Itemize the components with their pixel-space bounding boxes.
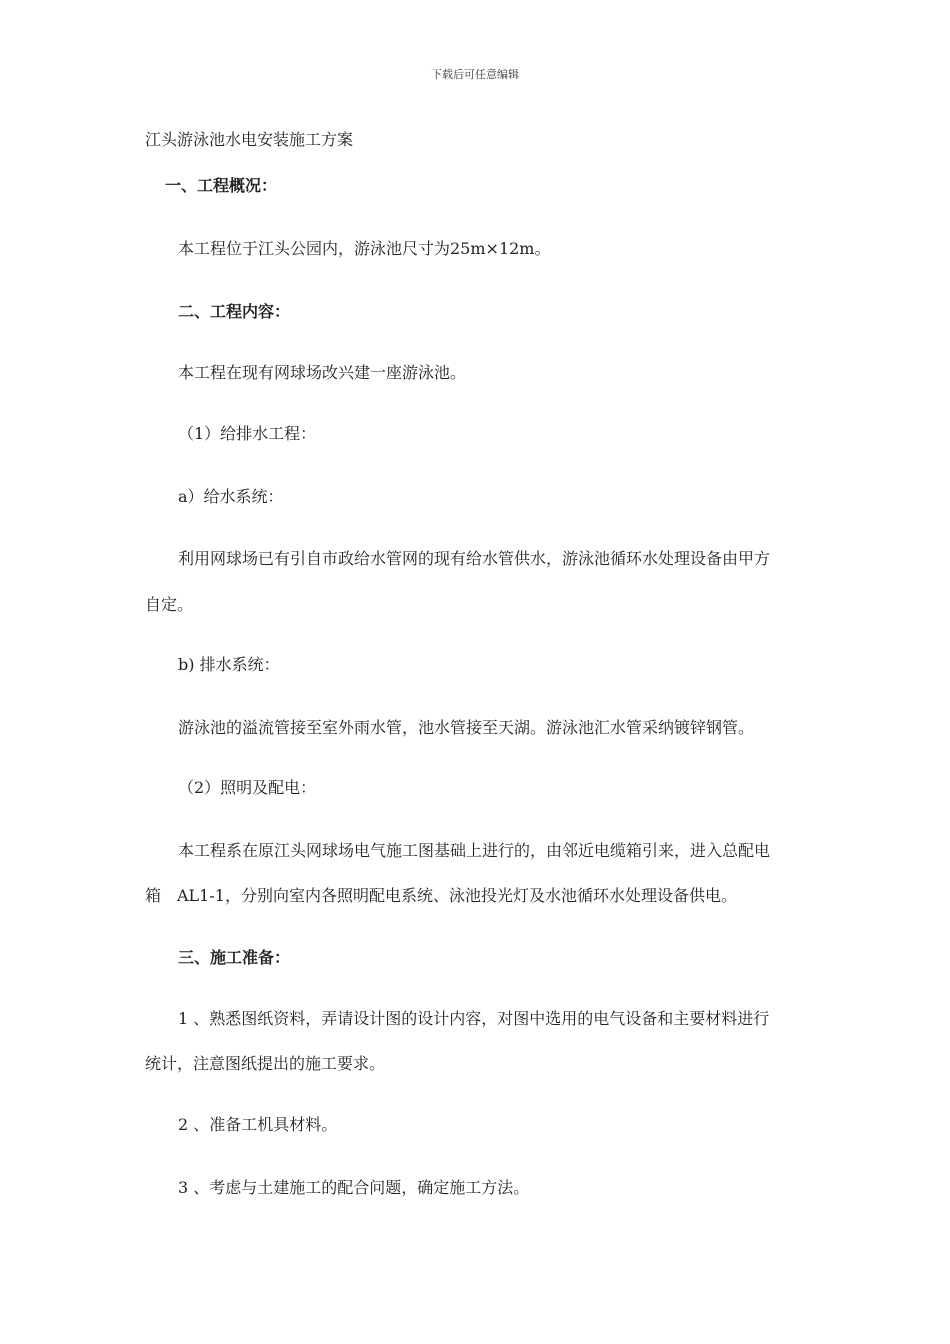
section-heading-preparation: 三、施工准备： xyxy=(178,948,291,967)
subsection-water-supply-drainage: （1）给排水工程： xyxy=(178,424,317,443)
item-drainage: b) 排水系统： xyxy=(178,655,280,674)
prep-item2: 2 、准备工机具材料。 xyxy=(178,1115,338,1134)
header-note: 下载后可任意编辑 xyxy=(431,68,519,81)
water-supply-text-line2: 自定。 xyxy=(145,595,194,614)
content-text: 本工程在现有网球场改兴建一座游泳池。 xyxy=(178,363,467,382)
prep-item3: 3 、考虑与土建施工的配合问题，确定施工方法。 xyxy=(178,1178,530,1197)
water-supply-text-line1: 利用网球场已有引自市政给水管网的现有给水管供水，游泳池循环水处理设备由甲方 xyxy=(178,549,771,568)
item-water-supply: a）给水系统： xyxy=(178,487,284,506)
subsection-lighting-power: （2）照明及配电： xyxy=(178,778,317,797)
overview-text: 本工程位于江头公园内，游泳池尺寸为25m×12m。 xyxy=(178,239,551,258)
document-title: 江头游泳池水电安装施工方案 xyxy=(145,130,354,149)
prep-item1-line2: 统计，注意图纸提出的施工要求。 xyxy=(145,1054,386,1073)
lighting-text-line2: 箱 AL1-1，分别向室内各照明配电系统、泳池投光灯及水池循环水处理设备供电。 xyxy=(145,886,737,905)
drainage-text: 游泳池的溢流管接至室外雨水管，池水管接至天湖。游泳池汇水管采纳镀锌钢管。 xyxy=(178,718,755,737)
section-heading-content: 二、工程内容： xyxy=(178,302,291,321)
lighting-text-line1: 本工程系在原江头网球场电气施工图基础上进行的，由邻近电缆箱引来，进入总配电 xyxy=(178,841,771,860)
prep-item1-line1: 1 、熟悉图纸资料，弄请设计图的设计内容，对图中选用的电气设备和主要材料进行 xyxy=(178,1009,770,1028)
section-heading-overview: 一、工程概况： xyxy=(165,176,278,195)
